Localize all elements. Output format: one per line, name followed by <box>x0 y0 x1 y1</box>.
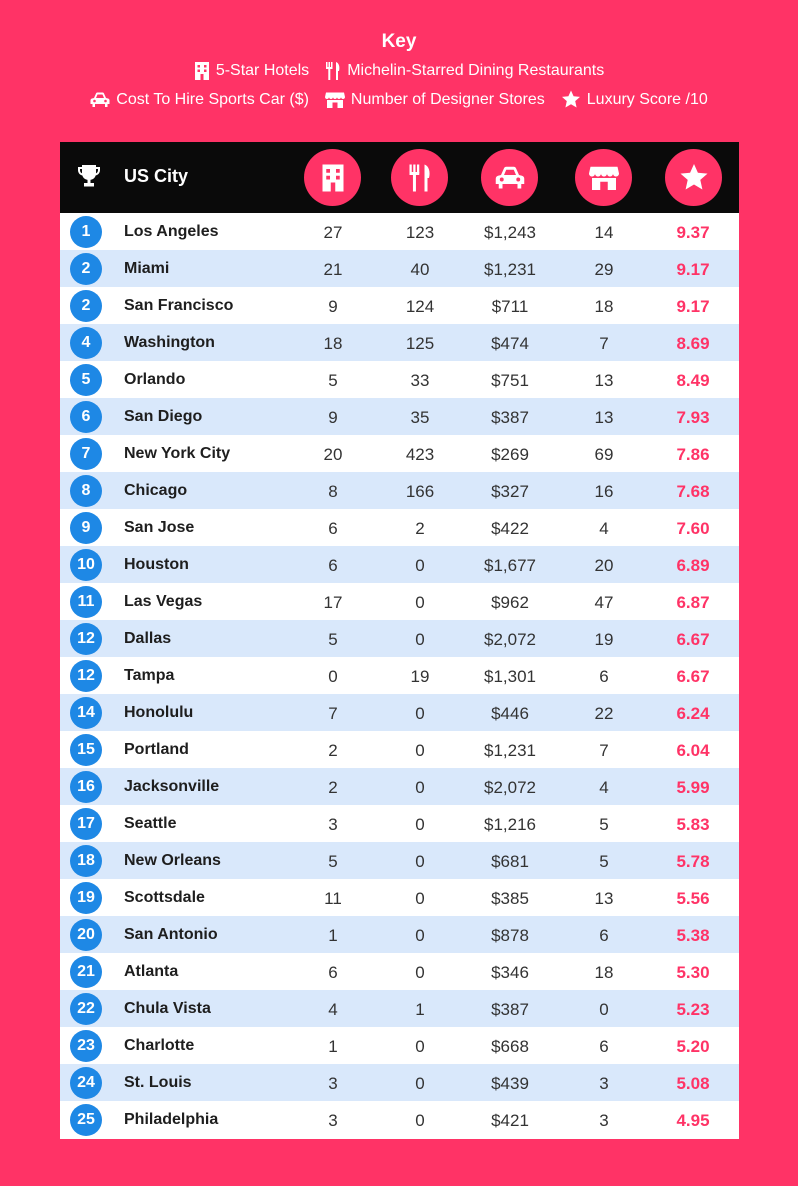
table-row <box>60 398 739 435</box>
table-row <box>60 805 739 842</box>
cell-restaurants: 1 <box>415 1000 425 1019</box>
cell-restaurants: 19 <box>410 667 430 686</box>
rank-badge: 1 <box>70 216 102 248</box>
cell-stores: 0 <box>599 1000 609 1019</box>
key-row-2 <box>0 90 798 109</box>
cell-car-cost: $385 <box>491 889 529 908</box>
table-row <box>60 768 739 805</box>
cell-city: Miami <box>124 260 170 277</box>
cell-stores: 3 <box>599 1111 609 1130</box>
cell-restaurants: 40 <box>410 260 430 279</box>
cell-city: Atlanta <box>124 963 179 980</box>
cell-score: 7.86 <box>676 445 710 464</box>
cell-hotels: 8 <box>328 482 338 501</box>
cell-city: Orlando <box>124 371 186 388</box>
cell-restaurants: 0 <box>415 926 425 945</box>
cell-car-cost: $439 <box>491 1074 529 1093</box>
cell-score: 7.68 <box>676 482 710 501</box>
cell-score: 5.20 <box>676 1037 710 1056</box>
table-row <box>60 953 739 990</box>
cell-stores: 7 <box>599 741 609 760</box>
table-row <box>60 213 739 250</box>
rank-badge: 2 <box>70 253 102 285</box>
rank-badge: 14 <box>70 697 102 729</box>
cell-restaurants: 0 <box>415 815 425 834</box>
cell-restaurants: 0 <box>415 630 425 649</box>
header-stores <box>575 149 632 206</box>
cell-score: 6.89 <box>676 556 710 575</box>
cell-score: 9.37 <box>676 223 710 242</box>
trophy-icon <box>76 164 102 193</box>
cell-stores: 18 <box>594 297 614 316</box>
table-row <box>60 842 739 879</box>
cell-city: Honolulu <box>124 704 194 721</box>
rank-badge: 4 <box>70 327 102 359</box>
cell-city: San Diego <box>124 408 203 425</box>
cell-car-cost: $751 <box>491 371 529 390</box>
cell-car-cost: $962 <box>491 593 529 612</box>
cell-city: Los Angeles <box>124 223 219 240</box>
key-row-1 <box>0 62 798 80</box>
key-item-restaurants <box>325 62 604 80</box>
cell-stores: 18 <box>594 963 614 982</box>
cell-stores: 4 <box>599 778 609 797</box>
cell-stores: 47 <box>594 593 614 612</box>
cell-car-cost: $1,243 <box>484 223 536 242</box>
hotel-icon <box>194 62 210 80</box>
cell-hotels: 4 <box>328 1000 338 1019</box>
cell-stores: 14 <box>594 223 614 242</box>
table-row <box>60 694 739 731</box>
cell-restaurants: 423 <box>405 445 435 464</box>
cell-city: Chicago <box>124 482 188 499</box>
cell-score: 5.83 <box>676 815 710 834</box>
cell-stores: 3 <box>599 1074 609 1093</box>
cell-city: Charlotte <box>124 1037 195 1054</box>
table-row <box>60 731 739 768</box>
rank-badge: 8 <box>70 475 102 507</box>
car-icon <box>495 166 525 190</box>
rank-badge: 19 <box>70 882 102 914</box>
cell-score: 7.93 <box>676 408 710 427</box>
cell-restaurants: 0 <box>415 704 425 723</box>
table-row <box>60 990 739 1027</box>
cell-city: New York City <box>124 445 231 462</box>
header-restaurants <box>391 149 448 206</box>
table-row <box>60 1064 739 1101</box>
cell-city: Philadelphia <box>124 1111 219 1128</box>
rank-badge: 9 <box>70 512 102 544</box>
cell-car-cost: $2,072 <box>484 778 536 797</box>
cell-restaurants: 0 <box>415 593 425 612</box>
cell-stores: 6 <box>599 1037 609 1056</box>
cell-hotels: 21 <box>323 260 343 279</box>
cell-hotels: 6 <box>328 519 338 538</box>
key-title: Key <box>381 31 417 52</box>
cell-score: 5.99 <box>676 778 710 797</box>
ranking-table <box>60 142 739 1139</box>
cell-restaurants: 35 <box>410 408 430 427</box>
cell-score: 8.49 <box>676 371 710 390</box>
cell-city: San Antonio <box>124 926 218 943</box>
cell-hotels: 27 <box>323 223 343 242</box>
key-item-car <box>90 91 309 109</box>
rank-badge: 15 <box>70 734 102 766</box>
cell-score: 6.67 <box>676 630 710 649</box>
cell-score: 5.23 <box>676 1000 710 1019</box>
cell-score: 7.60 <box>676 519 710 538</box>
cell-car-cost: $1,301 <box>484 667 536 686</box>
key-item-score <box>561 90 708 109</box>
cell-hotels: 2 <box>328 778 338 797</box>
rank-badge: 7 <box>70 438 102 470</box>
cell-score: 6.87 <box>676 593 710 612</box>
rank-badge: 23 <box>70 1030 102 1062</box>
rank-badge: 18 <box>70 845 102 877</box>
cell-city: Seattle <box>124 815 177 832</box>
cell-car-cost: $422 <box>491 519 529 538</box>
table-row <box>60 509 739 546</box>
cell-stores: 13 <box>594 889 614 908</box>
cell-city: Chula Vista <box>124 1000 211 1017</box>
rank-badge: 21 <box>70 956 102 988</box>
cell-city: St. Louis <box>124 1074 192 1091</box>
cell-stores: 7 <box>599 334 609 353</box>
cell-restaurants: 33 <box>410 371 430 390</box>
cell-score: 6.24 <box>676 704 710 723</box>
cell-hotels: 7 <box>328 704 338 723</box>
cell-hotels: 5 <box>328 852 338 871</box>
table-row <box>60 287 739 324</box>
cell-score: 5.30 <box>676 963 710 982</box>
cell-stores: 29 <box>594 260 614 279</box>
cell-hotels: 6 <box>328 556 338 575</box>
cell-restaurants: 125 <box>405 334 435 353</box>
cell-restaurants: 0 <box>415 1037 425 1056</box>
cell-hotels: 0 <box>328 667 338 686</box>
cell-score: 5.78 <box>676 852 710 871</box>
cell-score: 9.17 <box>676 297 710 316</box>
key-item-stores <box>325 91 545 109</box>
cell-city: Tampa <box>124 667 175 684</box>
table-row <box>60 583 739 620</box>
cell-stores: 20 <box>594 556 614 575</box>
rank-badge: 12 <box>70 623 102 655</box>
cell-hotels: 20 <box>323 445 343 464</box>
cell-stores: 13 <box>594 408 614 427</box>
cell-city: New Orleans <box>124 852 221 869</box>
table-row <box>60 250 739 287</box>
star-icon <box>679 163 709 192</box>
cell-city: Scottsdale <box>124 889 205 906</box>
rank-badge: 24 <box>70 1067 102 1099</box>
key-label-score: Luxury Score /10 <box>586 90 708 108</box>
key-label-restaurants: Michelin-Starred Dining Restaurants <box>347 62 605 79</box>
cell-stores: 13 <box>594 371 614 390</box>
table-row <box>60 546 739 583</box>
cell-stores: 22 <box>594 704 614 723</box>
cell-city: Washington <box>124 334 215 351</box>
cell-hotels: 6 <box>328 963 338 982</box>
cell-hotels: 2 <box>328 741 338 760</box>
cell-car-cost: $681 <box>491 852 529 871</box>
cell-score: 5.08 <box>676 1074 710 1093</box>
cell-restaurants: 0 <box>415 1074 425 1093</box>
cell-hotels: 5 <box>328 630 338 649</box>
table-row <box>60 657 739 694</box>
cell-restaurants: 0 <box>415 1111 425 1130</box>
cell-car-cost: $711 <box>491 297 529 316</box>
cell-stores: 6 <box>599 926 609 945</box>
cell-city: Portland <box>124 741 189 758</box>
rank-badge: 17 <box>70 808 102 840</box>
cell-restaurants: 166 <box>405 482 435 501</box>
header-hotels <box>304 149 361 206</box>
cell-city: Jacksonville <box>124 778 220 795</box>
cell-restaurants: 0 <box>415 889 425 908</box>
cell-restaurants: 0 <box>415 963 425 982</box>
rank-badge: 11 <box>70 586 102 618</box>
store-icon <box>589 166 619 190</box>
cell-stores: 5 <box>599 852 609 871</box>
header-car-cost <box>481 149 538 206</box>
cell-car-cost: $327 <box>491 482 529 501</box>
cell-score: 8.69 <box>676 334 710 353</box>
key-item-hotels <box>194 62 309 80</box>
cell-stores: 5 <box>599 815 609 834</box>
star-icon <box>561 90 581 109</box>
key-label-hotels: 5-Star Hotels <box>215 62 310 79</box>
cell-city: Houston <box>124 556 189 573</box>
store-icon <box>325 92 345 108</box>
table-row <box>60 1027 739 1064</box>
rank-badge: 16 <box>70 771 102 803</box>
cell-stores: 19 <box>594 630 614 649</box>
cell-restaurants: 0 <box>415 852 425 871</box>
cell-car-cost: $387 <box>491 408 529 427</box>
hotel-icon <box>321 164 345 192</box>
table-row <box>60 879 739 916</box>
table-row <box>60 620 739 657</box>
cell-score: 4.95 <box>676 1111 710 1130</box>
cell-car-cost: $346 <box>491 963 529 982</box>
cell-stores: 6 <box>599 667 609 686</box>
cell-restaurants: 0 <box>415 741 425 760</box>
cell-hotels: 5 <box>328 371 338 390</box>
cell-hotels: 17 <box>323 593 343 612</box>
table-body <box>60 213 739 1138</box>
cell-car-cost: $668 <box>491 1037 529 1056</box>
cell-city: San Jose <box>124 519 195 536</box>
cell-restaurants: 0 <box>415 556 425 575</box>
cell-score: 5.38 <box>676 926 710 945</box>
cell-city: Las Vegas <box>124 593 203 610</box>
rank-badge: 2 <box>70 290 102 322</box>
cell-score: 6.67 <box>676 667 710 686</box>
key-label-stores: Number of Designer Stores <box>350 90 545 108</box>
cell-hotels: 1 <box>328 926 338 945</box>
table-row <box>60 472 739 509</box>
rank-badge: 20 <box>70 919 102 951</box>
cell-car-cost: $446 <box>491 704 529 723</box>
cell-hotels: 11 <box>324 889 342 908</box>
cell-restaurants: 2 <box>415 519 425 538</box>
cell-hotels: 3 <box>328 1111 338 1130</box>
rank-badge: 22 <box>70 993 102 1025</box>
key-label-car: Cost To Hire Sports Car ($) <box>116 90 309 108</box>
cell-car-cost: $387 <box>491 1000 529 1019</box>
cell-car-cost: $1,231 <box>484 260 536 279</box>
cell-car-cost: $421 <box>491 1111 529 1130</box>
table-row <box>60 361 739 398</box>
cell-stores: 69 <box>594 445 614 464</box>
rank-badge: 6 <box>70 401 102 433</box>
cell-hotels: 1 <box>328 1037 338 1056</box>
table-row <box>60 916 739 953</box>
cell-score: 6.04 <box>676 741 710 760</box>
header-score <box>665 149 722 206</box>
cell-city: San Francisco <box>124 297 234 314</box>
table-header <box>60 142 739 213</box>
cutlery-icon <box>325 62 341 80</box>
cell-stores: 4 <box>599 519 609 538</box>
rank-badge: 10 <box>70 549 102 581</box>
cutlery-icon <box>408 164 432 192</box>
cell-restaurants: 123 <box>405 223 435 242</box>
cell-hotels: 9 <box>328 408 338 427</box>
cell-score: 5.56 <box>676 889 710 908</box>
cell-car-cost: $269 <box>491 445 529 464</box>
cell-car-cost: $1,216 <box>484 815 536 834</box>
cell-score: 9.17 <box>676 260 710 279</box>
cell-restaurants: 124 <box>405 297 435 316</box>
cell-restaurants: 0 <box>415 778 425 797</box>
cell-car-cost: $474 <box>491 334 529 353</box>
rank-badge: 25 <box>70 1104 102 1136</box>
table-row <box>60 435 739 472</box>
header-us-city: US City <box>124 166 189 186</box>
table-row <box>60 324 739 361</box>
cell-car-cost: $1,231 <box>484 741 536 760</box>
rank-badge: 5 <box>70 364 102 396</box>
cell-hotels: 3 <box>328 815 338 834</box>
rank-badge: 12 <box>70 660 102 692</box>
cell-car-cost: $2,072 <box>484 630 536 649</box>
cell-stores: 16 <box>594 482 614 501</box>
cell-hotels: 18 <box>323 334 343 353</box>
cell-city: Dallas <box>124 630 172 647</box>
cell-hotels: 9 <box>328 297 338 316</box>
cell-hotels: 3 <box>328 1074 338 1093</box>
car-icon <box>90 92 110 108</box>
cell-car-cost: $1,677 <box>484 556 536 575</box>
cell-car-cost: $878 <box>491 926 529 945</box>
table-row <box>60 1101 739 1138</box>
